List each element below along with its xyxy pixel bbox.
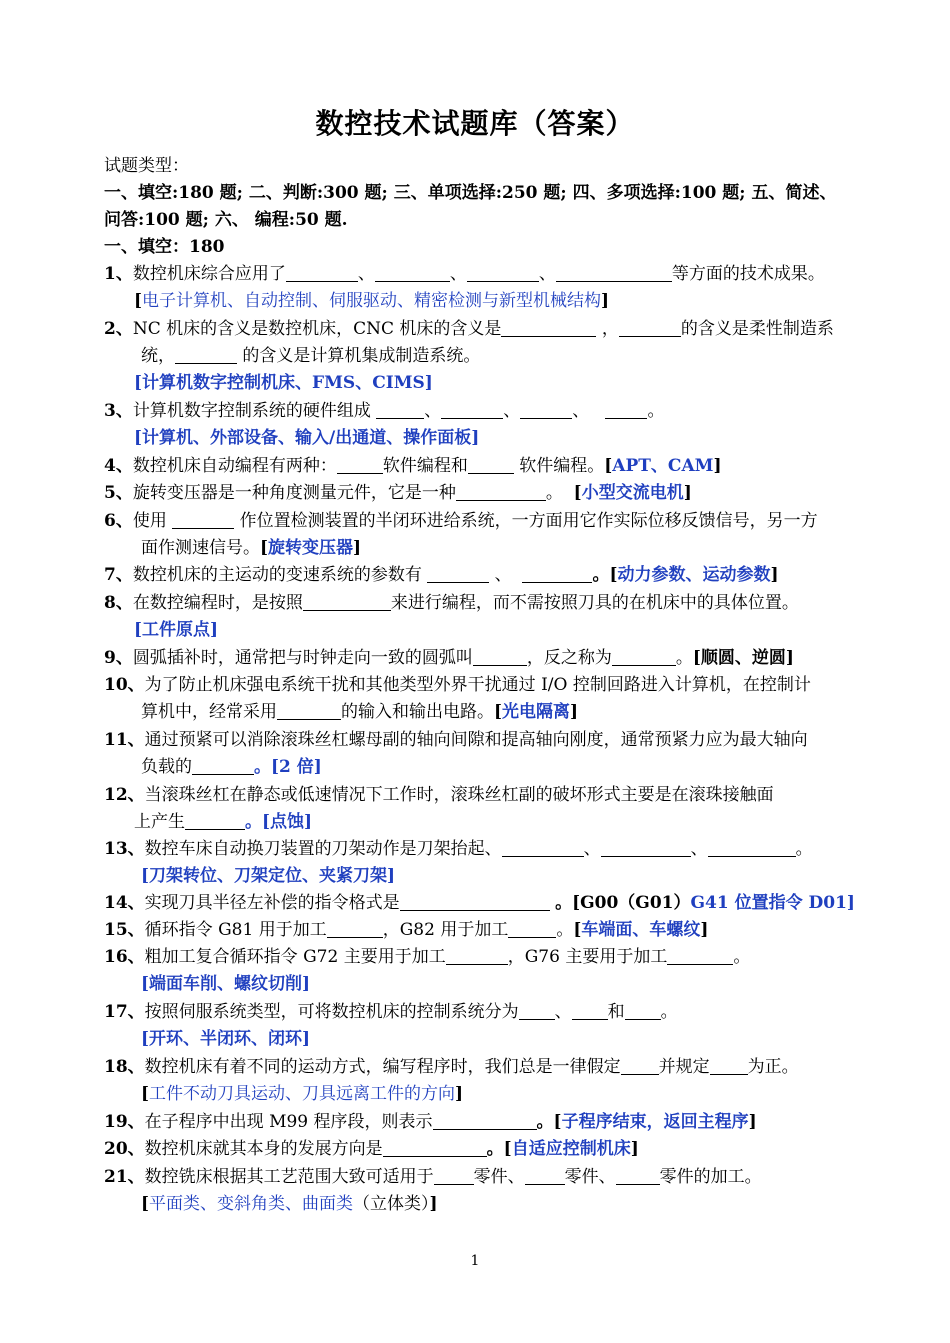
answer-21: [平面类、变斜角类、曲面类（立体类）] (141, 1194, 438, 1214)
question-18: 18、数控机床有着不同的运动方式，编写程序时，我们总是一律假定 并规定 为正。 (104, 1057, 799, 1077)
question-12: 12、当滚珠丝杠在静态或低速情况下工作时，滚珠丝杠副的破坏形式主要是在滚珠接触面 (104, 785, 774, 805)
blank (327, 919, 383, 938)
question-6-cont: 面作测速信号。[旋转变压器] (141, 538, 362, 558)
blank (441, 400, 503, 419)
question-4: 4、数控机床自动编程有两种： 软件编程和 软件编程。[APT、CAM] (104, 456, 722, 476)
question-14: 14、实现刀具半径左补偿的指令格式是 。[G00（G01）G41 位置指令 D01] (104, 893, 855, 913)
answer-13: [刀架转位、刀架定位、夹紧刀架] (141, 866, 396, 886)
question-21: 21、数控铣床根据其工艺范围大致可适用于 零件、 零件、 零件的加工。 (104, 1167, 762, 1187)
blank (434, 1166, 474, 1185)
blank (473, 647, 527, 666)
blank (605, 400, 647, 419)
blank (192, 756, 254, 775)
blank (172, 510, 234, 529)
question-9: 9、圆弧插补时，通常把与时钟走向一致的圆弧叫 ，反之称为 。[顺圆、逆圆] (104, 648, 794, 668)
blank (708, 838, 796, 857)
question-11: 11、通过预紧可以消除滚珠丝杠螺母副的轴向间隙和提高轴向刚度，通常预紧力应为最大轴向 (104, 730, 808, 750)
question-15: 15、循环指令 G81 用于加工 ，G82 用于加工 。[车端面、车螺纹] (104, 920, 709, 940)
blank (572, 1001, 608, 1020)
blank (710, 1056, 748, 1075)
blank (525, 1166, 565, 1185)
answer-17: [开环、半闭环、闭环] (141, 1029, 311, 1049)
blank (286, 263, 358, 282)
blank (612, 647, 676, 666)
blank (601, 838, 691, 857)
blank (616, 1166, 660, 1185)
intro-line-3: 问答:100 题; 六、 编程:50 题. (104, 210, 348, 230)
page-title: 数控技术试题库（答案） (315, 107, 635, 140)
answer-8: [工件原点] (134, 620, 219, 640)
answer-2: [计算机数字控制机床、FMS、CIMS] (134, 373, 433, 393)
blank (519, 1001, 555, 1020)
question-16: 16、粗加工复合循环指令 G72 主要用于加工 ，G76 主要用于加工 。 (104, 947, 751, 967)
blank (277, 701, 341, 720)
question-10-cont: 算机中，经常采用 的输入和输出电路。[光电隔离] (141, 702, 579, 722)
question-5: 5、旋转变压器是一种角度测量元件，它是一种 。 [小型交流电机] (104, 483, 692, 503)
question-12-cont: 上产生 。[点蚀] (134, 812, 313, 832)
question-2-cont: 统， 的含义是计算机集成制造系统。 (141, 346, 481, 366)
blank (375, 263, 450, 282)
question-17: 17、按照伺服系统类型，可将数控机床的控制系统分为 、 和 。 (104, 1002, 678, 1022)
answer-3: [计算机、外部设备、输入/出通道、操作面板] (134, 428, 480, 448)
blank (185, 811, 245, 830)
blank (467, 263, 539, 282)
intro-line-2: 一、填空:180 题; 二、判断:300 题; 三、单项选择:250 题; 四、多项选择:100 题; 五、简述、 (104, 183, 837, 203)
question-10: 10、为了防止机床强电系统干扰和其他类型外界干扰通过 I/O 控制回路进入计算机，在控制计 (104, 675, 811, 695)
question-19: 19、在子程序中出现 M99 程序段，则表示 。[子程序结束，返回主程序] (104, 1112, 757, 1132)
intro-line-1: 试题类型： (104, 156, 189, 176)
blank (508, 919, 556, 938)
question-number: 1、 (104, 264, 133, 284)
blank (522, 564, 592, 583)
question-1: 1、数控机床综合应用了 、 、 、 等方面的技术成果。 (104, 261, 904, 288)
blank (667, 946, 733, 965)
blank (502, 838, 584, 857)
blank (625, 1001, 661, 1020)
blank (400, 892, 550, 911)
question-13: 13、数控车床自动换刀装置的刀架动作是刀架抬起、 、 、 。 (104, 839, 813, 859)
blank (303, 592, 391, 611)
blank (427, 564, 489, 583)
blank (446, 946, 508, 965)
question-2: 2、NC 机床的含义是数控机床，CNC 机床的含义是 ， 的含义是柔性制造系 (104, 319, 834, 339)
question-8: 8、在数控编程时，是按照 来进行编程，而不需按照刀具的在机床中的具体位置。 (104, 593, 799, 613)
blank (520, 400, 572, 419)
blank (376, 400, 424, 419)
blank (621, 1056, 659, 1075)
question-3: 3、计算机数字控制系统的硬件组成 、 、 、 。 (104, 401, 665, 421)
blank (433, 1111, 537, 1130)
blank (619, 318, 681, 337)
blank (175, 345, 237, 364)
section-heading: 一、填空：180 (104, 237, 225, 257)
blank (337, 455, 383, 474)
answer-16: [端面车削、螺纹切削] (141, 974, 311, 994)
blank (456, 482, 546, 501)
question-11-cont: 负载的 。[2 倍] (141, 757, 322, 777)
blank (501, 318, 596, 337)
question-6: 6、使用 作位置检测装置的半闭环进给系统，一方面用它作实际位移反馈信号，另一方 (104, 511, 818, 531)
page-number: 1 (470, 1253, 480, 1269)
blank (383, 1138, 487, 1157)
answer-1: [电子计算机、自动控制、伺服驱动、精密检测与新型机械结构] (134, 291, 610, 311)
answer-18: [工件不动刀具运动、刀具远离工件的方向] (141, 1084, 464, 1104)
blank (556, 263, 672, 282)
question-20: 20、数控机床就其本身的发展方向是 。[自适应控制机床] (104, 1139, 639, 1159)
blank (468, 455, 514, 474)
question-7: 7、数控机床的主运动的变速系统的参数有 、 。[动力参数、运动参数] (104, 565, 779, 585)
